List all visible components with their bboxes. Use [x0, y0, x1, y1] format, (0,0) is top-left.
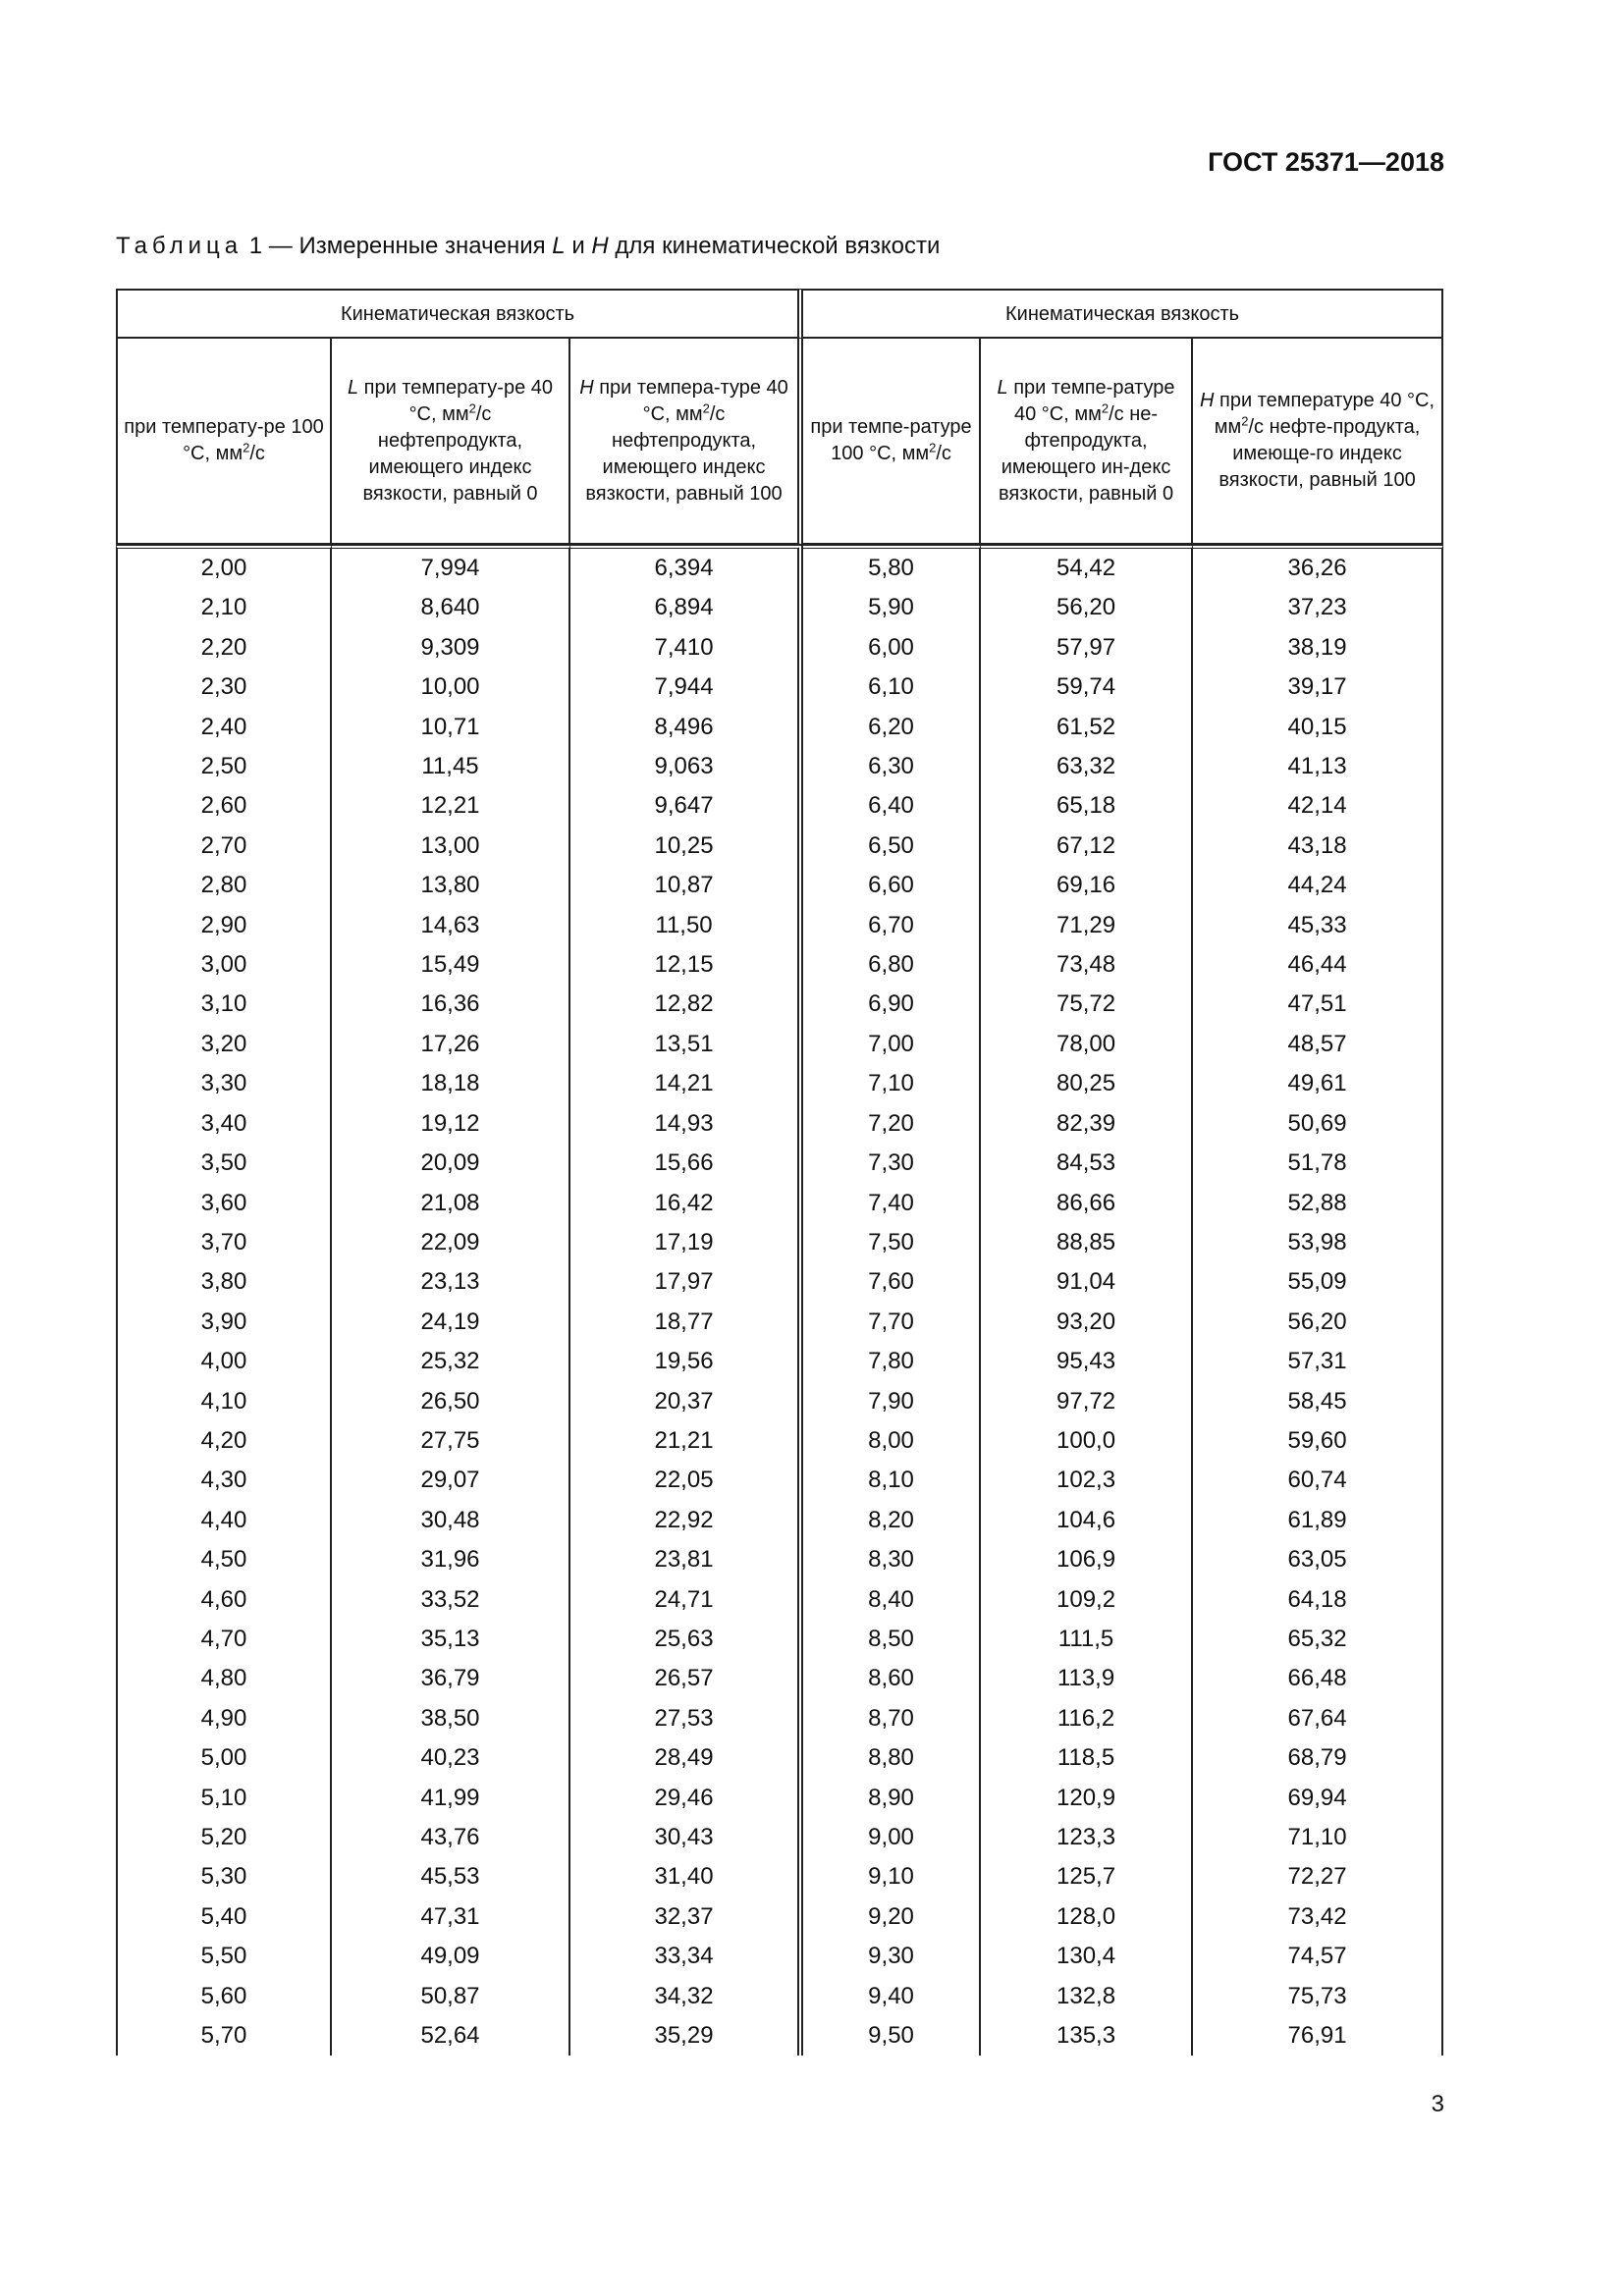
cell-right-l40: 78,00 [981, 1025, 1193, 1064]
table-row [116, 2016, 1443, 2056]
cell-left-h40: 17,19 [570, 1223, 803, 1262]
cell-right-h40: 69,94 [1193, 1779, 1443, 1818]
cell-right-h40: 61,89 [1193, 1501, 1443, 1540]
cell-right-l40: 57,97 [981, 628, 1193, 667]
cell-left-temp100: 5,30 [116, 1857, 332, 1896]
cell-right-l40: 82,39 [981, 1104, 1193, 1144]
cell-left-temp100: 5,20 [116, 1818, 332, 1857]
cell-left-l40: 17,26 [332, 1025, 570, 1064]
caption-text: 1 — Измеренные значения [243, 233, 553, 259]
cell-left-l40: 26,50 [332, 1382, 570, 1421]
cell-left-l40: 35,13 [332, 1620, 570, 1659]
table-row [116, 945, 1443, 985]
cell-right-h40: 37,23 [1193, 588, 1443, 627]
cell-left-temp100: 3,40 [116, 1104, 332, 1144]
cell-right-l40: 97,72 [981, 1382, 1193, 1421]
cell-left-temp100: 3,80 [116, 1262, 332, 1302]
cell-right-h40: 76,91 [1193, 2016, 1443, 2056]
document-code: ГОСТ 25371—2018 [1208, 147, 1444, 177]
cell-right-h40: 67,64 [1193, 1699, 1443, 1738]
cell-right-l40: 100,0 [981, 1421, 1193, 1461]
cell-left-temp100: 3,30 [116, 1064, 332, 1103]
header-left-h40: H при темпера-туре 40 °С, $мм^2/с$ нефтепродукта, имеющего индекс вязкости, равный 100 [570, 339, 803, 545]
cell-left-h40: 26,57 [570, 1659, 803, 1698]
cell-right-l40: 73,48 [981, 945, 1193, 985]
header-left-temp100: при температу-ре 100 °С, $мм^2/с$ [116, 339, 332, 545]
cell-left-temp100: 4,30 [116, 1461, 332, 1500]
cell-right-l40: 130,4 [981, 1937, 1193, 1976]
cell-right-l40: 63,32 [981, 747, 1193, 786]
cell-right-temp100: 5,90 [803, 588, 981, 627]
cell-left-h40: 30,43 [570, 1818, 803, 1857]
cell-right-h40: 57,31 [1193, 1342, 1443, 1381]
cell-right-h40: 38,19 [1193, 628, 1443, 667]
cell-right-temp100: 6,30 [803, 747, 981, 786]
cell-left-temp100: 2,70 [116, 827, 332, 866]
cell-left-l40: 27,75 [332, 1421, 570, 1461]
cell-left-temp100: 4,90 [116, 1699, 332, 1738]
cell-right-h40: 49,61 [1193, 1064, 1443, 1103]
cell-left-h40: 23,81 [570, 1540, 803, 1579]
table-row [116, 1223, 1443, 1262]
cell-right-temp100: 6,00 [803, 628, 981, 667]
cell-left-h40: 27,53 [570, 1699, 803, 1738]
cell-right-l40: 75,72 [981, 985, 1193, 1024]
cell-right-temp100: 6,40 [803, 786, 981, 826]
cell-left-l40: 43,76 [332, 1818, 570, 1857]
cell-right-l40: 86,66 [981, 1184, 1193, 1223]
caption-var-l: L [552, 233, 566, 259]
cell-right-l40: 104,6 [981, 1501, 1193, 1540]
cell-left-temp100: 2,00 [116, 545, 332, 588]
table-row [116, 667, 1443, 707]
cell-right-h40: 64,18 [1193, 1580, 1443, 1620]
table-row [116, 1580, 1443, 1620]
cell-right-l40: 132,8 [981, 1977, 1193, 2016]
cell-right-l40: 95,43 [981, 1342, 1193, 1381]
cell-left-temp100: 3,50 [116, 1144, 332, 1183]
cell-left-l40: 7,994 [332, 545, 570, 588]
cell-right-h40: 40,15 [1193, 708, 1443, 747]
cell-right-temp100: 5,80 [803, 545, 981, 588]
cell-right-h40: 73,42 [1193, 1897, 1443, 1937]
cell-left-h40: 6,894 [570, 588, 803, 627]
cell-left-l40: 8,640 [332, 588, 570, 627]
cell-left-l40: 45,53 [332, 1857, 570, 1896]
cell-left-temp100: 4,10 [116, 1382, 332, 1421]
cell-left-l40: 18,18 [332, 1064, 570, 1103]
cell-left-l40: 12,21 [332, 786, 570, 826]
cell-left-l40: 50,87 [332, 1977, 570, 2016]
cell-right-temp100: 7,00 [803, 1025, 981, 1064]
cell-right-temp100: 8,20 [803, 1501, 981, 1540]
cell-right-h40: 39,17 [1193, 667, 1443, 707]
cell-left-temp100: 2,60 [116, 786, 332, 826]
cell-left-l40: 41,99 [332, 1779, 570, 1818]
cell-right-h40: 72,27 [1193, 1857, 1443, 1896]
cell-left-temp100: 4,20 [116, 1421, 332, 1461]
cell-left-l40: 31,96 [332, 1540, 570, 1579]
caption-conj: и [565, 233, 592, 259]
cell-left-temp100: 3,60 [116, 1184, 332, 1223]
cell-right-temp100: 9,10 [803, 1857, 981, 1896]
cell-right-h40: 44,24 [1193, 866, 1443, 905]
cell-left-l40: 22,09 [332, 1223, 570, 1262]
table-row [116, 1779, 1443, 1818]
cell-left-h40: 11,50 [570, 906, 803, 945]
table-row [116, 1184, 1443, 1223]
cell-left-temp100: 3,10 [116, 985, 332, 1024]
cell-left-temp100: 2,90 [116, 906, 332, 945]
cell-right-temp100: 6,70 [803, 906, 981, 945]
table-row [116, 1501, 1443, 1540]
cell-left-temp100: 2,10 [116, 588, 332, 627]
table-row [116, 1620, 1443, 1659]
cell-right-temp100: 6,60 [803, 866, 981, 905]
cell-left-l40: 16,36 [332, 985, 570, 1024]
cell-left-l40: 10,00 [332, 667, 570, 707]
cell-right-h40: 50,69 [1193, 1104, 1443, 1144]
cell-right-l40: 93,20 [981, 1303, 1193, 1342]
cell-left-temp100: 4,70 [116, 1620, 332, 1659]
cell-left-temp100: 5,50 [116, 1937, 332, 1976]
cell-right-temp100: 8,60 [803, 1659, 981, 1698]
cell-left-temp100: 2,80 [116, 866, 332, 905]
group-header-right: Кинематическая вязкость [803, 289, 1443, 339]
cell-left-h40: 25,63 [570, 1620, 803, 1659]
cell-left-h40: 24,71 [570, 1580, 803, 1620]
table-body [116, 545, 1443, 2056]
cell-right-h40: 59,60 [1193, 1421, 1443, 1461]
table-row [116, 866, 1443, 905]
table-row [116, 1025, 1443, 1064]
cell-left-h40: 6,394 [570, 545, 803, 588]
cell-left-l40: 10,71 [332, 708, 570, 747]
cell-right-h40: 75,73 [1193, 1977, 1443, 2016]
cell-left-h40: 10,87 [570, 866, 803, 905]
cell-left-l40: 25,32 [332, 1342, 570, 1381]
table-row [116, 1104, 1443, 1144]
cell-left-temp100: 4,40 [116, 1501, 332, 1540]
table-row [116, 1699, 1443, 1738]
cell-left-h40: 19,56 [570, 1342, 803, 1381]
cell-left-l40: 21,08 [332, 1184, 570, 1223]
cell-left-h40: 33,34 [570, 1937, 803, 1976]
cell-right-l40: 67,12 [981, 827, 1193, 866]
cell-right-l40: 80,25 [981, 1064, 1193, 1103]
cell-right-l40: 109,2 [981, 1580, 1193, 1620]
cell-left-temp100: 2,40 [116, 708, 332, 747]
cell-left-l40: 40,23 [332, 1738, 570, 1778]
cell-right-temp100: 7,40 [803, 1184, 981, 1223]
table-row [116, 1659, 1443, 1698]
cell-right-l40: 123,3 [981, 1818, 1193, 1857]
cell-right-temp100: 7,90 [803, 1382, 981, 1421]
cell-right-l40: 65,18 [981, 786, 1193, 826]
table-row [116, 1540, 1443, 1579]
cell-right-temp100: 7,60 [803, 1262, 981, 1302]
cell-left-temp100: 3,00 [116, 945, 332, 985]
cell-right-h40: 63,05 [1193, 1540, 1443, 1579]
cell-left-h40: 20,37 [570, 1382, 803, 1421]
cell-left-l40: 29,07 [332, 1461, 570, 1500]
table-row [116, 1064, 1443, 1103]
cell-left-h40: 8,496 [570, 708, 803, 747]
table-row [116, 786, 1443, 826]
cell-right-h40: 71,10 [1193, 1818, 1443, 1857]
cell-right-h40: 65,32 [1193, 1620, 1443, 1659]
cell-left-l40: 38,50 [332, 1699, 570, 1738]
caption-end: для кинематической вязкости [608, 233, 941, 259]
cell-right-h40: 56,20 [1193, 1303, 1443, 1342]
table-row [116, 628, 1443, 667]
cell-left-temp100: 5,00 [116, 1738, 332, 1778]
table-row [116, 1461, 1443, 1500]
table-row [116, 985, 1443, 1024]
cell-left-h40: 7,410 [570, 628, 803, 667]
cell-left-l40: 36,79 [332, 1659, 570, 1698]
cell-left-h40: 13,51 [570, 1025, 803, 1064]
cell-right-temp100: 7,80 [803, 1342, 981, 1381]
cell-left-h40: 7,944 [570, 667, 803, 707]
cell-right-h40: 48,57 [1193, 1025, 1443, 1064]
cell-left-temp100: 4,80 [116, 1659, 332, 1698]
cell-right-temp100: 8,00 [803, 1421, 981, 1461]
cell-right-temp100: 9,20 [803, 1897, 981, 1937]
cell-right-h40: 41,13 [1193, 747, 1443, 786]
cell-right-l40: 106,9 [981, 1540, 1193, 1579]
cell-right-l40: 71,29 [981, 906, 1193, 945]
cell-right-temp100: 6,90 [803, 985, 981, 1024]
cell-left-temp100: 2,50 [116, 747, 332, 786]
cell-left-h40: 28,49 [570, 1738, 803, 1778]
cell-right-l40: 111,5 [981, 1620, 1193, 1659]
cell-right-l40: 102,3 [981, 1461, 1193, 1500]
cell-right-h40: 58,45 [1193, 1382, 1443, 1421]
header-right-l40: L при темпе-ратуре 40 °С, $мм^2/с$ не-фтепродукта, имеющего ин-декс вязкости, равный 0 [981, 339, 1193, 545]
cell-left-l40: 30,48 [332, 1501, 570, 1540]
table-row [116, 1303, 1443, 1342]
cell-right-h40: 36,26 [1193, 545, 1443, 588]
cell-right-h40: 51,78 [1193, 1144, 1443, 1183]
viscosity-table-container [116, 289, 1443, 2065]
cell-right-temp100: 8,90 [803, 1779, 981, 1818]
table-row [116, 1818, 1443, 1857]
cell-right-l40: 125,7 [981, 1857, 1193, 1896]
cell-right-temp100: 7,70 [803, 1303, 981, 1342]
cell-left-temp100: 2,30 [116, 667, 332, 707]
cell-left-h40: 21,21 [570, 1421, 803, 1461]
cell-right-l40: 56,20 [981, 588, 1193, 627]
cell-left-h40: 16,42 [570, 1184, 803, 1223]
cell-right-h40: 60,74 [1193, 1461, 1443, 1500]
cell-left-h40: 14,21 [570, 1064, 803, 1103]
cell-left-temp100: 3,70 [116, 1223, 332, 1262]
cell-right-temp100: 9,50 [803, 2016, 981, 2056]
cell-left-h40: 34,32 [570, 1977, 803, 2016]
cell-left-h40: 22,92 [570, 1501, 803, 1540]
cell-left-h40: 10,25 [570, 827, 803, 866]
table-row [116, 1897, 1443, 1937]
cell-right-h40: 74,57 [1193, 1937, 1443, 1976]
table-row [116, 1937, 1443, 1976]
cell-right-l40: 54,42 [981, 545, 1193, 588]
cell-left-l40: 13,00 [332, 827, 570, 866]
caption-var-h: H [591, 233, 609, 259]
cell-left-h40: 29,46 [570, 1779, 803, 1818]
cell-right-temp100: 8,40 [803, 1580, 981, 1620]
cell-right-h40: 47,51 [1193, 985, 1443, 1024]
cell-left-temp100: 4,00 [116, 1342, 332, 1381]
cell-left-l40: 52,64 [332, 2016, 570, 2056]
table-row [116, 906, 1443, 945]
table-row [116, 1977, 1443, 2016]
header-right-temp100: при темпе-ратуре 100 °С, $мм^2/с$ [803, 339, 981, 545]
cell-left-h40: 17,97 [570, 1262, 803, 1302]
cell-right-h40: 52,88 [1193, 1184, 1443, 1223]
table-row [116, 1144, 1443, 1183]
cell-left-l40: 15,49 [332, 945, 570, 985]
cell-right-l40: 59,74 [981, 667, 1193, 707]
cell-left-l40: 49,09 [332, 1937, 570, 1976]
table-caption [116, 233, 940, 260]
cell-left-h40: 14,93 [570, 1104, 803, 1144]
cell-left-temp100: 4,50 [116, 1540, 332, 1579]
header-left-l40: L при температу-ре 40 °С, $мм^2/с$ нефтепродукта, имеющего индекс вязкости, равный 0 [332, 339, 570, 545]
cell-right-h40: 43,18 [1193, 827, 1443, 866]
cell-right-temp100: 9,00 [803, 1818, 981, 1857]
cell-right-temp100: 7,10 [803, 1064, 981, 1103]
cell-right-temp100: 7,20 [803, 1104, 981, 1144]
cell-left-l40: 33,52 [332, 1580, 570, 1620]
cell-left-l40: 13,80 [332, 866, 570, 905]
cell-left-h40: 35,29 [570, 2016, 803, 2056]
cell-left-temp100: 3,90 [116, 1303, 332, 1342]
cell-left-h40: 12,15 [570, 945, 803, 985]
page-number: 3 [1431, 2091, 1444, 2117]
cell-left-l40: 47,31 [332, 1897, 570, 1937]
table-row [116, 747, 1443, 786]
cell-right-h40: 55,09 [1193, 1262, 1443, 1302]
cell-right-l40: 128,0 [981, 1897, 1193, 1937]
cell-left-temp100: 2,20 [116, 628, 332, 667]
cell-left-h40: 9,063 [570, 747, 803, 786]
cell-left-h40: 31,40 [570, 1857, 803, 1896]
cell-left-h40: 15,66 [570, 1144, 803, 1183]
cell-right-temp100: 6,50 [803, 827, 981, 866]
table-row [116, 588, 1443, 627]
cell-right-l40: 120,9 [981, 1779, 1193, 1818]
cell-left-temp100: 5,10 [116, 1779, 332, 1818]
cell-right-l40: 91,04 [981, 1262, 1193, 1302]
cell-right-temp100: 8,80 [803, 1738, 981, 1778]
cell-left-l40: 24,19 [332, 1303, 570, 1342]
table-row [116, 1738, 1443, 1778]
cell-left-temp100: 3,20 [116, 1025, 332, 1064]
cell-left-l40: 20,09 [332, 1144, 570, 1183]
cell-right-l40: 116,2 [981, 1699, 1193, 1738]
caption-label: Таблица [116, 233, 244, 259]
table-row [116, 827, 1443, 866]
cell-right-h40: 46,44 [1193, 945, 1443, 985]
table-row [116, 1857, 1443, 1896]
cell-right-h40: 66,48 [1193, 1659, 1443, 1698]
cell-left-h40: 9,647 [570, 786, 803, 826]
cell-left-l40: 14,63 [332, 906, 570, 945]
table-row [116, 1382, 1443, 1421]
cell-right-l40: 84,53 [981, 1144, 1193, 1183]
cell-right-h40: 53,98 [1193, 1223, 1443, 1262]
cell-left-temp100: 4,60 [116, 1580, 332, 1620]
cell-right-temp100: 8,30 [803, 1540, 981, 1579]
cell-right-l40: 113,9 [981, 1659, 1193, 1698]
cell-left-l40: 9,309 [332, 628, 570, 667]
group-header-left: Кинематическая вязкость [116, 289, 803, 339]
cell-left-l40: 11,45 [332, 747, 570, 786]
cell-left-h40: 32,37 [570, 1897, 803, 1937]
cell-left-h40: 18,77 [570, 1303, 803, 1342]
cell-left-l40: 23,13 [332, 1262, 570, 1302]
cell-right-temp100: 8,10 [803, 1461, 981, 1500]
cell-right-l40: 61,52 [981, 708, 1193, 747]
cell-right-temp100: 9,30 [803, 1937, 981, 1976]
cell-left-h40: 22,05 [570, 1461, 803, 1500]
table-row [116, 708, 1443, 747]
cell-right-temp100: 6,80 [803, 945, 981, 985]
table-row [116, 1342, 1443, 1381]
cell-right-temp100: 6,10 [803, 667, 981, 707]
cell-right-temp100: 8,50 [803, 1620, 981, 1659]
cell-right-temp100: 7,50 [803, 1223, 981, 1262]
cell-right-h40: 42,14 [1193, 786, 1443, 826]
header-right-h40: H при температуре 40 °С, $мм^2/с$ нефте-продукта, имеюще-го индекс вязкости, равный 100 [1193, 339, 1443, 545]
table-row [116, 1421, 1443, 1461]
table-row [116, 1262, 1443, 1302]
cell-right-h40: 68,79 [1193, 1738, 1443, 1778]
cell-left-temp100: 5,60 [116, 1977, 332, 2016]
table-row [116, 545, 1443, 588]
cell-right-l40: 135,3 [981, 2016, 1193, 2056]
cell-right-temp100: 6,20 [803, 708, 981, 747]
viscosity-table [116, 289, 1443, 2056]
cell-left-l40: 19,12 [332, 1104, 570, 1144]
cell-right-temp100: 7,30 [803, 1144, 981, 1183]
cell-right-l40: 118,5 [981, 1738, 1193, 1778]
cell-right-temp100: 9,40 [803, 1977, 981, 2016]
cell-left-temp100: 5,70 [116, 2016, 332, 2056]
cell-right-l40: 88,85 [981, 1223, 1193, 1262]
cell-right-temp100: 8,70 [803, 1699, 981, 1738]
cell-left-h40: 12,82 [570, 985, 803, 1024]
cell-right-l40: 69,16 [981, 866, 1193, 905]
cell-right-h40: 45,33 [1193, 906, 1443, 945]
cell-left-temp100: 5,40 [116, 1897, 332, 1937]
